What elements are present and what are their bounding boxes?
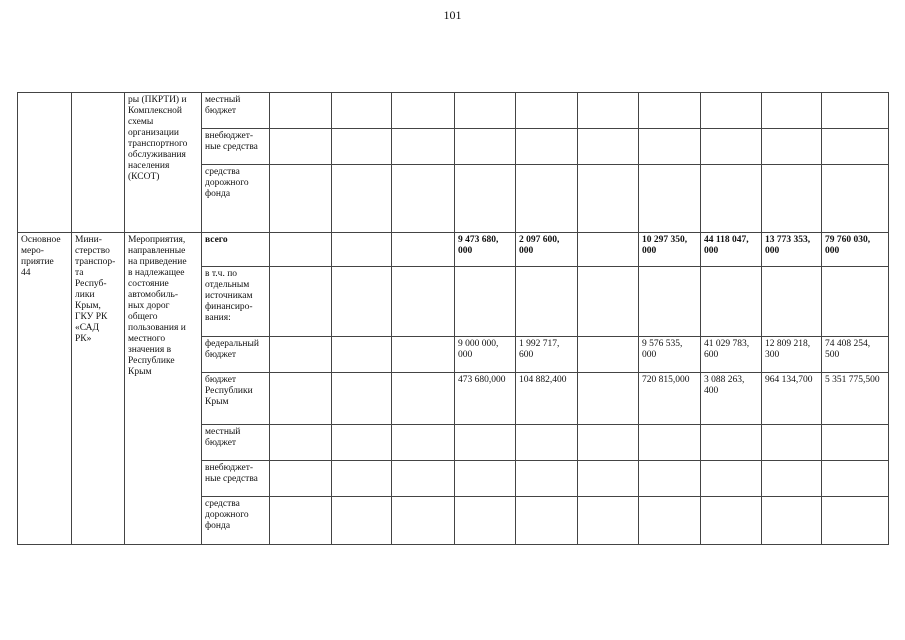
value-cell [270, 497, 332, 545]
value-cell [701, 497, 762, 545]
value-cell [270, 373, 332, 425]
source-cell: внебюджет- ные средства [202, 461, 270, 497]
value-cell: 3 088 263, 400 [701, 373, 762, 425]
value-cell [455, 461, 516, 497]
value-cell [270, 461, 332, 497]
value-cell [639, 267, 701, 337]
value-cell [762, 425, 822, 461]
value-cell: 1 992 717, 600 [516, 337, 578, 373]
value-cell [701, 267, 762, 337]
value-cell [392, 337, 455, 373]
source-cell: местный бюджет [202, 93, 270, 129]
executor-cell: Мини- стерство транспор- та Респуб- лики Крым, ГКУ РК «САД РК» [72, 233, 125, 545]
value-cell: 9 473 680, 000 [455, 233, 516, 267]
value-cell [270, 337, 332, 373]
value-cell [762, 497, 822, 545]
value-cell [392, 267, 455, 337]
source-cell: средства дорожного фонда [202, 165, 270, 233]
value-cell [578, 267, 639, 337]
value-cell [701, 461, 762, 497]
value-cell [822, 425, 889, 461]
value-cell [332, 337, 392, 373]
value-cell [392, 497, 455, 545]
value-cell [332, 233, 392, 267]
value-cell [270, 267, 332, 337]
value-cell: 5 351 775,500 [822, 373, 889, 425]
value-cell [578, 337, 639, 373]
event-name-cell [18, 93, 72, 233]
event-name-cell: Основное меро- приятие 44 [18, 233, 72, 545]
value-cell [578, 461, 639, 497]
value-cell: 74 408 254, 500 [822, 337, 889, 373]
value-cell [578, 497, 639, 545]
table-row [18, 233, 889, 267]
value-cell: 104 882,400 [516, 373, 578, 425]
value-cell: 473 680,000 [455, 373, 516, 425]
value-cell [455, 425, 516, 461]
value-cell: 2 097 600, 000 [516, 233, 578, 267]
source-cell: в т.ч. по отдельным источникам финансиро- вания: [202, 267, 270, 337]
value-cell [822, 497, 889, 545]
value-cell: 9 576 535, 000 [639, 337, 701, 373]
value-cell [639, 425, 701, 461]
value-cell: 79 760 030, 000 [822, 233, 889, 267]
value-cell [392, 233, 455, 267]
value-cell: 12 809 218, 300 [762, 337, 822, 373]
table-row [18, 93, 889, 129]
value-cell [822, 461, 889, 497]
source-cell: средства дорожного фонда [202, 497, 270, 545]
value-cell [392, 373, 455, 425]
value-cell: 720 815,000 [639, 373, 701, 425]
description-cell: Мероприятия, направленные на приведение в надлежащее состояние автомобиль- ных дорог общего пользования и местного значения в Республике Крым [125, 233, 202, 545]
value-cell [578, 233, 639, 267]
value-cell: 964 134,700 [762, 373, 822, 425]
value-cell [332, 267, 392, 337]
value-cell: 9 000 000, 000 [455, 337, 516, 373]
value-cell [270, 425, 332, 461]
value-cell: 41 029 783, 600 [701, 337, 762, 373]
value-cell [516, 461, 578, 497]
value-cell [639, 497, 701, 545]
value-cell [701, 425, 762, 461]
value-cell [578, 373, 639, 425]
source-cell: всего [202, 233, 270, 267]
value-cell [578, 425, 639, 461]
value-cell: 44 118 047, 000 [701, 233, 762, 267]
value-cell [270, 233, 332, 267]
value-cell [332, 373, 392, 425]
value-cell [516, 267, 578, 337]
description-cell: ры (ПКРТИ) и Комплексной схемы организации транспортного обслуживания населения (КСОТ) [125, 93, 202, 233]
value-cell [762, 461, 822, 497]
value-cell [392, 461, 455, 497]
executor-cell [72, 93, 125, 233]
value-cell: 13 773 353, 000 [762, 233, 822, 267]
source-cell: местный бюджет [202, 425, 270, 461]
source-cell: федеральный бюджет [202, 337, 270, 373]
source-cell: бюджет Республики Крым [202, 373, 270, 425]
value-cell [516, 497, 578, 545]
value-cell [762, 267, 822, 337]
value-cell [392, 425, 455, 461]
value-cell [332, 461, 392, 497]
source-cell: внебюджет- ные средства [202, 129, 270, 165]
value-cell [332, 425, 392, 461]
budget-table [17, 92, 889, 545]
value-cell [516, 425, 578, 461]
value-cell: 10 297 350, 000 [639, 233, 701, 267]
value-cell [639, 461, 701, 497]
value-cell [332, 497, 392, 545]
value-cell [822, 267, 889, 337]
page-number: 101 [443, 8, 462, 22]
value-cell [455, 497, 516, 545]
value-cell [455, 267, 516, 337]
